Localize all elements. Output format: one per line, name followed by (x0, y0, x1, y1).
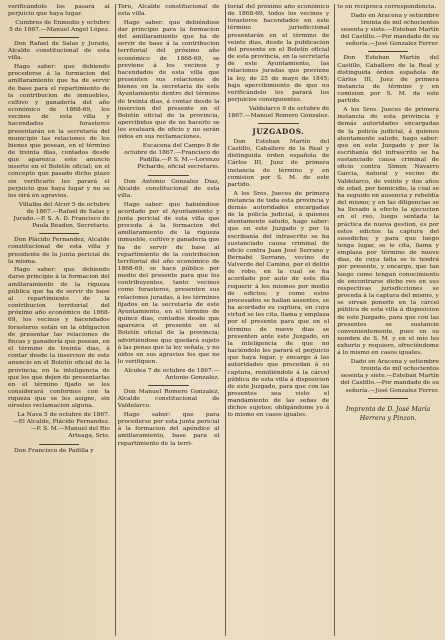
notice-divider (368, 51, 409, 52)
notice-paragraph: torial del próximo año económico de 1868-69, todos los vecinos y forasteros hacendados en este término jurisdiccional presentarán en el término de veinte dias, desde la publicacion del presente en el Boletín oficial de esta provincia, en la secretaría de este Ayuntamiento, las relaciones juradas que previene la ley, de 25 de mayo de 1845; bajo apercibimiento de que no verificándolo les parará los perjuicios consiguientes. (227, 4, 330, 104)
notice-divider (39, 444, 80, 445)
notice-signature: Dado en Aracena y setiembre treinta de mil ochocientos sesenta y siete.—Esteban Martín del Castillo.—Por mandado de su señoría.—José Gonzalez Ferrer. (340, 359, 439, 394)
notice-paragraph: Don Esteban Martín del Castillo, Caballero de la Real y distinguida órden española de Cárlos III, Juez de primera instancia de término y en comision por S. M. de este partido. (337, 55, 439, 105)
text-column-2 (115, 4, 222, 636)
notice-divider (39, 233, 80, 234)
notice-divider (368, 398, 409, 399)
notice-paragraph: Toro, Alcalde constitucional de esta villa. (117, 4, 220, 18)
notice-signature: La Nava 5 de octubre de 1867.—El Alcalde, Plácido Fernandez.—P. S. M.—Manuel del Rio Arteaga, Srio. (12, 411, 110, 440)
notice-paragraph: Don Francisco de Padilla y (14, 447, 94, 454)
notice-paragraph: Don Plácido Fernandez, Alcalde constitucional de esta villa y presidente de la junta pericial de la misma. (8, 237, 110, 265)
notice-paragraph: Hago saber: que para procederse por esta junta pericial á la formacion del apéndice al amillaramiento, base para el repartimiento de la terri- (117, 411, 220, 447)
notice-paragraph: Don Manuel Romero Gonzalez, Alcalde constitucional de Valdelarco. (117, 388, 220, 410)
notice-paragraph: Hago saber: que habiéndose acordado por el Ayuntamiento y junta pericial de esta villa que proceda á la formacion del amillaramiento de la riqueza inmueble, cultivo y ganadería que ha de servir de base al repartimiento de la contribucion territorial del año económico de 1868-69, se hace público por medio del presente para que los contribuyentes, tanto vecinos como forasteros, presenten sus relaciones juradas, á los términos fijados en la secretaría de este Ayuntamiento, en el término de quince dias, contados desde que aparezca el presente en el Boletín oficial de la provincia; advirtiéndose que quedará sujeto á las penas que la ley señala, y no oidos en sus agravios los que no lo verifiquen. (117, 201, 220, 365)
text-column-3 (225, 4, 332, 636)
notice-paragraph: Don Esteban Martín del Castillo, Caballero de la Real y distinguida órden española de Cárlos III, Juez de primera instancia de término y en comision por S. M. de este partido. (227, 139, 330, 188)
notice-paragraph: Hago saber: que debiéndose dar principio para la formacion del amillaramiento que ha de servir de base á la contribucion territorial del próximo año económico de 1868-69, se previene á los vecinos y hacendados de esta villa que presenten sus relaciones de bienes en la secretaría de este Ayuntamiento dentro del término de treinta dias, á contar desde la insercion del presente en el Boletín oficial de la provincia, apercibidos que de no hacerlo se les evaluará de oficio y no serán oidos en sus reclamaciones. (117, 19, 220, 141)
notice-signature: Villalba del Alcor 5 de octubre de 1867.—Rafael de Salas y Jurado.—P. S. A. D. Francisco de Paula Beadon, Secretario. (13, 201, 110, 230)
notice-paragraph: A los Sres. Jueces de primera instancia de toda esta provincia y demás autoridades encargadas de la policía judicial, á quienes atentamente saludo, hago saber: que en este Juzgado y por la escribanía del infrascrito se ha sustanciado causa criminal de oficio contra Juan José Serrano y Bernabé Serrano, vecino de Valverde del Camino, por el delito de robo, en la cual se ha acordado por auto de este dia requerir á los mismos por medio de edictos; y como estos procesados se hallan ausentes, se ha acordado su captura, en cuya virtud se les cita, llama y emplaza por el presente para que en el término de nueve dias se presenten ante este Juzgado, en la inteligencia de que no haciéndolo les parará el perjuicio que haya lugar, y encargo á las autoridades que procedan á su captura, remitiéndole á la cárcel pública de esta villa á disposicion de este Juzgado, para que con las presentes sea visto el mandamiento de las señas de dichos sujetos; obligándome yo á lo mismo en casos iguales. (227, 190, 330, 419)
notice-signature: Escacena del Campo 8 de octubre de 1867.—Francisco de Padilla.—P. S. M.—Lorenzo Pichardo, oficial secretario. (124, 142, 220, 171)
section-heading: JUZGADOS. (252, 127, 305, 136)
notice-paragraph: Don Rafael de Salas y Jurado, Alcalde constitucional de esta villa. (8, 41, 110, 62)
notice-paragraph: verificándolo los pasará al perjuicio que haya lugar. (8, 4, 110, 18)
notice-divider (39, 37, 80, 38)
notice-signature: Dado en Aracena y setiembre treinta de mil ochocientos sesenta y siete.—Esteban Martín del Castillo.—Por mandado de su señoría.—José Gonzalez Ferrer. (340, 12, 439, 48)
notice-divider (148, 175, 189, 176)
notice-signature: Alcolea 7 de octubre de 1867.—Antonio Gonzalez. (124, 367, 220, 381)
notice-paragraph: A los Sres. Jueces de primera instancia de esta provincia y demás autoridades encargadas de la policía judicial, á quienes atentamente saludo, hago saber: que en este Juzgado y por la escribanía del infrascrito se ha sustanciado causa criminal de oficio contra Simon Navarro Garcia, natural y vecino de Valdelarco, de veinte y dos años de edad, por homicidio, la cual se ha seguido en ausencia y rebeldía del mismo; y en las diligencias se ha llevado á efecto la ejecucion en el reo, luego sentada la práctica de nueva gestion, es por estos edictos la captura del susodicho; y para que luego tenga lugar, se le cita, llama y emplaza por término de nueve dias, de cuya falta se le tendrá por presente, y encargo, que tan luego como tengan conocimiento de encontrarse dicho reo en sus respectivas jurisdicciones se proceda á la captura del mismo, y se sirvan ponerle en la cárcel pública de esta villa á disposicion de este Juzgado, para que con las presentes se sustancie convenientemente, pues en su nombre de S. M. y en el mío les exhorto y requiero, ofreciéndome á lo mismo en casos iguales. (337, 107, 439, 357)
notice-signature: Cumbres de Enmedio y octubre 5 de 1867.—Manuel Angel López. (9, 19, 110, 33)
notice-paragraph: Don Antonio Gonzalez Diaz, Alcalde constitucional de esta villa. (117, 178, 220, 199)
notice-divider (148, 385, 189, 386)
notice-paragraph: Hago saber: que debiendo procederse á la formacion del amillaramiento que ha de servir de base para el repartimiento de la contribucion de inmuebles, cultivo y ganadería del año económico de 1868-69, los vecinos de esta villa y hacendados forasteros presentarán en la secretaría del municipio las relaciones de los bienes que posean, en el término de treinta dias, contados desde que aparezca este anuncio inserto en el Boletín oficial; en el concepto que pasado dicho plazo sin verificarlo les parará el perjuicio que haya lugar y no se les oirá en agravios. (8, 64, 110, 199)
notice-paragraph: to en recíproca correspondencia. (337, 4, 437, 10)
notice-signature: Valdelarco 9 de octubre de 1867.—Manuel Romero Gonzalez. (227, 105, 330, 119)
printer-imprint: Imprenta de D. José María Herrera y Pinzon. (345, 405, 431, 422)
notice-divider (258, 123, 299, 124)
text-column-4 (334, 4, 441, 636)
notice-paragraph: Hago saber: que debiendo darse principio á la formacion del amillaramiento de la riqueza pública que ha de servir de base al repartimiento de la contribucion territorial del próximo año económico de 1868-69, los vecinos y hacendados forasteros están en la obligacion de presentar las relaciones de fincas y ganadería que posean, en el término de treinta dias, á contar desde la insercion de este anuncio en el Boletín oficial de la provincia; en la inteligencia de que los que dejen de presentarlas en el término fijado se les considerará conformes con la riqueza que se les asigne, sin oírseles reclamacion alguna. (8, 267, 110, 410)
text-column-1 (6, 4, 112, 636)
